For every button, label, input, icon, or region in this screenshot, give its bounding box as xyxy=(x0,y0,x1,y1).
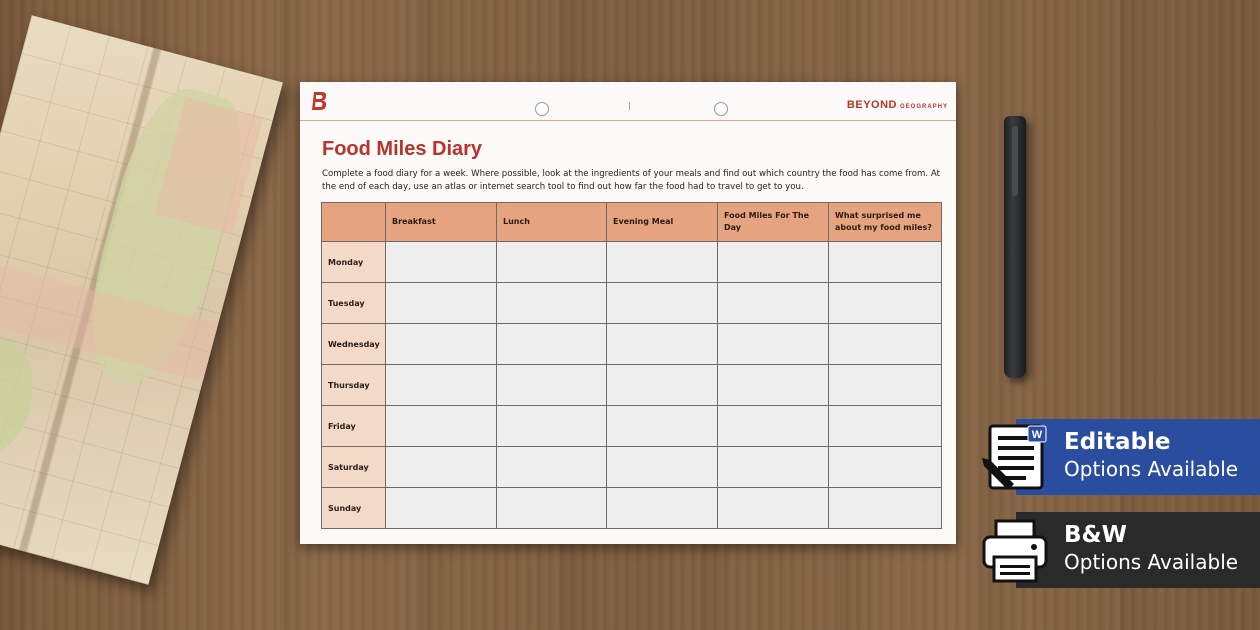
diary-cell[interactable] xyxy=(829,324,942,365)
table-row xyxy=(322,488,942,529)
page-title xyxy=(322,138,482,161)
column-header: Breakfast xyxy=(386,203,497,242)
printer-icon xyxy=(978,513,1052,587)
column-header: What surprised me about my food miles? xyxy=(829,203,942,242)
worksheet xyxy=(300,82,956,544)
editable-badge[interactable] xyxy=(1016,419,1260,495)
diary-cell[interactable] xyxy=(497,324,607,365)
diary-cell[interactable] xyxy=(386,447,497,488)
brand-logo xyxy=(847,95,948,113)
table-row xyxy=(322,365,942,406)
table-header-row xyxy=(322,203,942,242)
world-map-photo xyxy=(0,15,283,585)
beyond-logo-icon xyxy=(312,91,328,111)
diary-cell[interactable] xyxy=(497,365,607,406)
badge-subtitle: Options Available xyxy=(1064,550,1239,574)
diary-cell[interactable] xyxy=(718,488,829,529)
table-row xyxy=(322,283,942,324)
day-label: Saturday xyxy=(322,447,386,488)
diary-cell[interactable] xyxy=(497,242,607,283)
diary-cell[interactable] xyxy=(497,406,607,447)
column-header: Evening Meal xyxy=(607,203,718,242)
diary-cell[interactable] xyxy=(718,283,829,324)
day-label: Thursday xyxy=(322,365,386,406)
svg-text:W: W xyxy=(1031,429,1043,441)
word-document-icon xyxy=(978,420,1052,494)
punch-hole xyxy=(714,102,728,116)
badge-title: B&W xyxy=(1064,522,1127,548)
diary-cell[interactable] xyxy=(386,406,497,447)
column-header: Food Miles For The Day xyxy=(718,203,829,242)
instructions: Complete a food diary for a week. Where possible, look at the ingredients of your meals and find out which country the food has come from. At the end of each day, use an atlas or internet search tool to find out how far the food had to travel to get to you. xyxy=(322,169,940,192)
diary-cell[interactable] xyxy=(718,365,829,406)
diary-cell[interactable] xyxy=(829,283,942,324)
diary-cell[interactable] xyxy=(718,242,829,283)
diary-cell[interactable] xyxy=(386,324,497,365)
brand-sub: GEOGRAPHY xyxy=(899,104,948,110)
table-row xyxy=(322,242,942,283)
diary-cell[interactable] xyxy=(386,365,497,406)
diary-cell[interactable] xyxy=(829,447,942,488)
diary-cell[interactable] xyxy=(718,447,829,488)
badge-title: Editable xyxy=(1064,429,1171,455)
day-label: Wednesday xyxy=(322,324,386,365)
punch-hole xyxy=(535,102,549,116)
title-bold: Diary xyxy=(432,138,483,160)
diary-cell[interactable] xyxy=(497,283,607,324)
bw-badge[interactable] xyxy=(1016,512,1260,588)
diary-cell[interactable] xyxy=(718,324,829,365)
diary-cell[interactable] xyxy=(607,324,718,365)
pen-photo xyxy=(1004,116,1026,378)
table-row xyxy=(322,324,942,365)
center-mark xyxy=(629,102,630,110)
pen-clip xyxy=(1012,126,1018,196)
diary-cell[interactable] xyxy=(386,242,497,283)
diary-cell[interactable] xyxy=(497,488,607,529)
title-regular: Food Miles xyxy=(322,138,427,160)
food-diary-table xyxy=(321,202,942,529)
diary-cell[interactable] xyxy=(497,447,607,488)
day-label: Monday xyxy=(322,242,386,283)
diary-cell[interactable] xyxy=(386,283,497,324)
worksheet-header xyxy=(300,82,956,121)
diary-cell[interactable] xyxy=(829,242,942,283)
diary-cell[interactable] xyxy=(607,406,718,447)
badge-subtitle: Options Available xyxy=(1064,457,1239,481)
diary-cell[interactable] xyxy=(386,488,497,529)
diary-cell[interactable] xyxy=(829,488,942,529)
diary-cell[interactable] xyxy=(607,447,718,488)
diary-cell[interactable] xyxy=(607,283,718,324)
diary-cell[interactable] xyxy=(607,365,718,406)
table-row xyxy=(322,406,942,447)
day-label: Tuesday xyxy=(322,283,386,324)
brand-name: BEYOND xyxy=(846,99,897,111)
table-row xyxy=(322,447,942,488)
day-label: Sunday xyxy=(322,488,386,529)
diary-cell[interactable] xyxy=(718,406,829,447)
map-landmass xyxy=(0,329,45,466)
day-label: Friday xyxy=(322,406,386,447)
column-header xyxy=(322,203,386,242)
diary-cell[interactable] xyxy=(607,488,718,529)
diary-cell[interactable] xyxy=(829,365,942,406)
diary-cell[interactable] xyxy=(607,242,718,283)
column-header: Lunch xyxy=(497,203,607,242)
diary-cell[interactable] xyxy=(829,406,942,447)
